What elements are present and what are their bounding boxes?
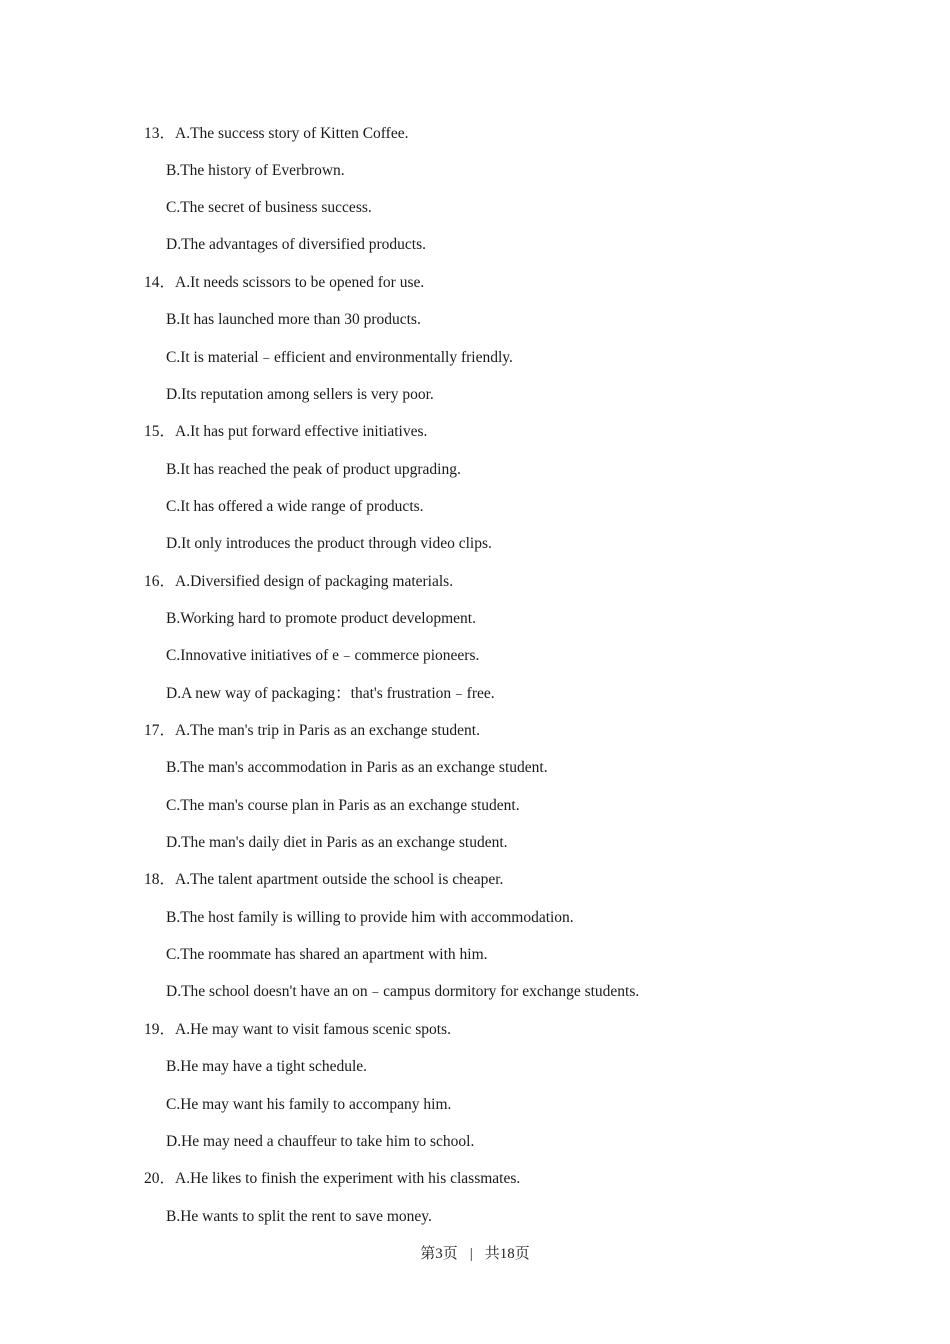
question-15-option-a xyxy=(144,422,427,442)
page-total: 共18页 xyxy=(484,1246,530,1262)
question-16-option-c: C.Innovative initiatives of e﹣commerce pioneers. xyxy=(166,647,480,664)
question-19-option-d: D.He may need a chauffeur to take him to school. xyxy=(166,1133,475,1150)
page-footer xyxy=(0,1244,950,1264)
question-16-option-d: D.A new way of packaging：that's frustration﹣free. xyxy=(166,685,495,702)
question-20-option-b: B.He wants to split the rent to save money. xyxy=(166,1208,432,1225)
question-number: 18． xyxy=(144,871,176,888)
option-text: A.The success story of Kitten Coffee. xyxy=(175,125,409,142)
question-13-option-b: B.The history of Everbrown. xyxy=(166,162,345,179)
question-16-option-a xyxy=(144,572,453,592)
option-text: A.He likes to finish the experiment with his classmates. xyxy=(175,1170,521,1187)
question-15-option-d: D.It only introduces the product through video clips. xyxy=(166,535,492,552)
option-text: A.The man's trip in Paris as an exchange student. xyxy=(175,722,480,739)
question-15-option-c: C.It has offered a wide range of products. xyxy=(166,498,424,515)
question-13-option-c: C.The secret of business success. xyxy=(166,199,372,216)
question-13-option-a xyxy=(144,124,408,144)
question-18-option-c: C.The roommate has shared an apartment with him. xyxy=(166,946,488,963)
question-number: 17． xyxy=(144,722,176,739)
question-17-option-d: D.The man's daily diet in Paris as an exchange student. xyxy=(166,834,508,851)
question-13-option-d: D.The advantages of diversified products. xyxy=(166,236,426,253)
question-20-option-a xyxy=(144,1169,520,1189)
page-number: 第3页 xyxy=(420,1246,458,1262)
option-text: A.Diversified design of packaging materials. xyxy=(175,573,454,590)
question-number: 16． xyxy=(144,573,176,590)
question-17-option-a xyxy=(144,721,480,741)
question-17-option-c: C.The man's course plan in Paris as an exchange student. xyxy=(166,797,520,814)
question-14-option-d: D.Its reputation among sellers is very poor. xyxy=(166,386,434,403)
option-text: A.He may want to visit famous scenic spots. xyxy=(175,1021,451,1038)
option-text: A.It needs scissors to be opened for use. xyxy=(175,274,425,291)
question-number: 19． xyxy=(144,1021,176,1038)
footer-separator: | xyxy=(469,1246,473,1262)
question-19-option-b: B.He may have a tight schedule. xyxy=(166,1058,368,1075)
question-14-option-a xyxy=(144,273,424,293)
option-text: A.It has put forward effective initiatives. xyxy=(175,423,428,440)
question-number: 13． xyxy=(144,125,176,142)
question-19-option-a xyxy=(144,1020,451,1040)
question-number: 20． xyxy=(144,1170,176,1187)
question-18-option-b: B.The host family is willing to provide him with accommodation. xyxy=(166,909,574,926)
question-14-option-b: B.It has launched more than 30 products. xyxy=(166,311,421,328)
question-14-option-c: C.It is material﹣efficient and environmentally friendly. xyxy=(166,349,513,366)
question-18-option-a xyxy=(144,870,503,890)
option-text: A.The talent apartment outside the school is cheaper. xyxy=(175,871,504,888)
question-16-option-b: B.Working hard to promote product development. xyxy=(166,610,476,627)
question-17-option-b: B.The man's accommodation in Paris as an exchange student. xyxy=(166,759,548,776)
question-number: 14． xyxy=(144,274,176,291)
question-number: 15． xyxy=(144,423,176,440)
question-18-option-d: D.The school doesn't have an on﹣campus dormitory for exchange students. xyxy=(166,983,640,1000)
question-19-option-c: C.He may want his family to accompany him. xyxy=(166,1096,452,1113)
question-15-option-b: B.It has reached the peak of product upgrading. xyxy=(166,461,461,478)
